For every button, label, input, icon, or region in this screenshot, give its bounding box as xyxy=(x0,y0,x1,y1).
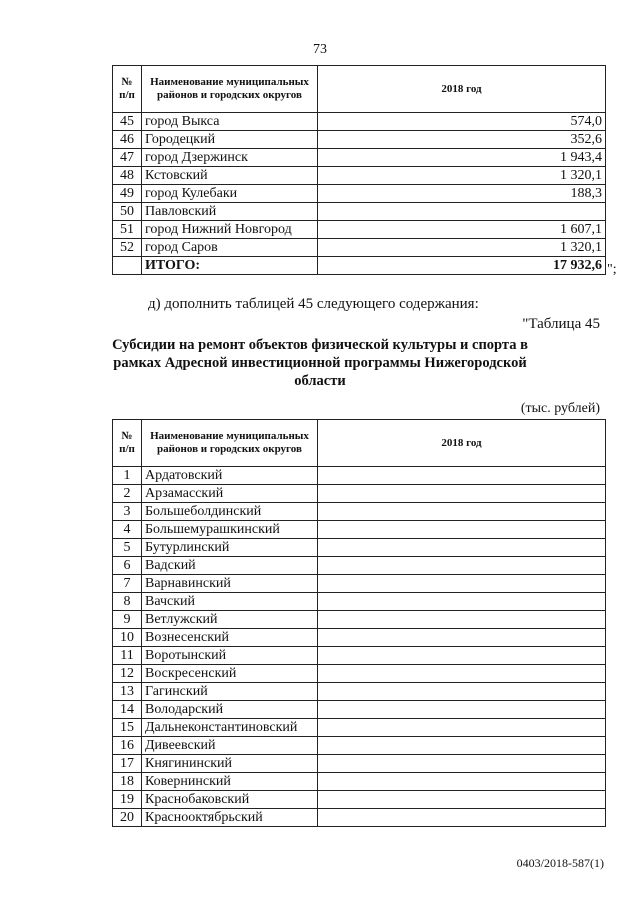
document-code: 0403/2018-587(1) xyxy=(516,856,604,870)
row-municipality: Вадский xyxy=(142,557,318,575)
row-municipality: Гагинский xyxy=(142,683,318,701)
table-row xyxy=(113,791,606,809)
header-municipality: Наименование муниципальных районов и городских округов xyxy=(142,66,318,113)
row-municipality: Ковернинский xyxy=(142,773,318,791)
row-value: 1 607,1 xyxy=(318,221,606,239)
table-row xyxy=(113,467,606,485)
table-row xyxy=(113,557,606,575)
row-number: 11 xyxy=(113,647,142,665)
row-number: 9 xyxy=(113,611,142,629)
row-value xyxy=(318,467,606,485)
page-number: 73 xyxy=(313,42,327,57)
row-value xyxy=(318,611,606,629)
row-number: 1 xyxy=(113,467,142,485)
row-number: 8 xyxy=(113,593,142,611)
row-number: 19 xyxy=(113,791,142,809)
row-number: 6 xyxy=(113,557,142,575)
row-municipality: Кстовский xyxy=(142,167,318,185)
table-row xyxy=(113,113,606,131)
row-municipality: Вознесенский xyxy=(142,629,318,647)
row-number: 48 xyxy=(113,167,142,185)
row-value xyxy=(318,809,606,827)
header-year: 2018 год xyxy=(318,420,606,467)
row-municipality: Вачский xyxy=(142,593,318,611)
row-value xyxy=(318,203,606,221)
row-number: 17 xyxy=(113,755,142,773)
row-number: 13 xyxy=(113,683,142,701)
table-row xyxy=(113,185,606,203)
amendment-paragraph: д) дополнить таблицей 45 следующего содержания: xyxy=(148,296,479,312)
total-number-cell xyxy=(113,257,142,275)
row-number: 20 xyxy=(113,809,142,827)
table-row xyxy=(113,647,606,665)
row-municipality: Дальнеконстантиновский xyxy=(142,719,318,737)
row-number: 14 xyxy=(113,701,142,719)
row-value xyxy=(318,701,606,719)
header-number: № п/п xyxy=(113,420,142,467)
row-municipality: Княгининский xyxy=(142,755,318,773)
table-header-row xyxy=(113,66,606,113)
row-value xyxy=(318,521,606,539)
row-municipality: Ардатовский xyxy=(142,467,318,485)
row-value xyxy=(318,575,606,593)
row-value: 574,0 xyxy=(318,113,606,131)
subsidy-table-continued xyxy=(112,65,606,275)
table-row xyxy=(113,755,606,773)
table-header-row xyxy=(113,420,606,467)
total-label: ИТОГО: xyxy=(142,257,318,275)
table-row xyxy=(113,521,606,539)
row-number: 7 xyxy=(113,575,142,593)
row-municipality: город Саров xyxy=(142,239,318,257)
row-municipality: Большемурашкинский xyxy=(142,521,318,539)
row-value xyxy=(318,791,606,809)
row-number: 3 xyxy=(113,503,142,521)
table-row xyxy=(113,239,606,257)
row-value: 352,6 xyxy=(318,131,606,149)
row-number: 15 xyxy=(113,719,142,737)
table-row xyxy=(113,701,606,719)
row-municipality: Арзамасский xyxy=(142,485,318,503)
row-value: 188,3 xyxy=(318,185,606,203)
table-title: Субсидии на ремонт объектов физической культуры и спорта в рамках Адресной инвестиционной программы Нижегородской области xyxy=(112,337,528,389)
row-municipality: Большеболдинский xyxy=(142,503,318,521)
row-municipality: Краснобаковский xyxy=(142,791,318,809)
row-municipality: город Выкса xyxy=(142,113,318,131)
row-number: 51 xyxy=(113,221,142,239)
row-value xyxy=(318,665,606,683)
row-value: 1 943,4 xyxy=(318,149,606,167)
table-row xyxy=(113,665,606,683)
units-label: (тыс. рублей) xyxy=(520,401,600,416)
row-municipality: Дивеевский xyxy=(142,737,318,755)
row-municipality: город Кулебаки xyxy=(142,185,318,203)
total-value: 17 932,6 xyxy=(318,257,606,275)
header-year: 2018 год xyxy=(318,66,606,113)
row-municipality: Павловский xyxy=(142,203,318,221)
row-municipality: Володарский xyxy=(142,701,318,719)
row-municipality: Городецкий xyxy=(142,131,318,149)
table-row xyxy=(113,485,606,503)
row-number: 4 xyxy=(113,521,142,539)
row-number: 2 xyxy=(113,485,142,503)
row-municipality: город Дзержинск xyxy=(142,149,318,167)
row-value xyxy=(318,773,606,791)
row-number: 5 xyxy=(113,539,142,557)
row-number: 50 xyxy=(113,203,142,221)
row-number: 49 xyxy=(113,185,142,203)
row-number: 47 xyxy=(113,149,142,167)
row-value xyxy=(318,629,606,647)
table-row xyxy=(113,611,606,629)
row-value xyxy=(318,737,606,755)
table-row xyxy=(113,719,606,737)
table-row xyxy=(113,575,606,593)
table-row xyxy=(113,503,606,521)
closing-quote-mark: "; xyxy=(607,262,617,277)
header-number: № п/п xyxy=(113,66,142,113)
table-label: "Таблица 45 xyxy=(522,316,600,332)
table-row xyxy=(113,629,606,647)
row-number: 52 xyxy=(113,239,142,257)
row-number: 46 xyxy=(113,131,142,149)
subsidy-table-45 xyxy=(112,419,606,827)
row-number: 18 xyxy=(113,773,142,791)
row-value xyxy=(318,557,606,575)
table-row xyxy=(113,131,606,149)
row-value xyxy=(318,485,606,503)
table-row xyxy=(113,167,606,185)
table-row xyxy=(113,203,606,221)
table-row xyxy=(113,149,606,167)
row-value xyxy=(318,503,606,521)
row-number: 16 xyxy=(113,737,142,755)
table-row xyxy=(113,809,606,827)
row-municipality: Воротынский xyxy=(142,647,318,665)
row-value xyxy=(318,539,606,557)
table-row xyxy=(113,221,606,239)
row-number: 12 xyxy=(113,665,142,683)
row-number: 10 xyxy=(113,629,142,647)
row-municipality: город Нижний Новгород xyxy=(142,221,318,239)
row-municipality: Варнавинский xyxy=(142,575,318,593)
row-municipality: Ветлужский xyxy=(142,611,318,629)
total-row xyxy=(113,257,606,275)
table-row xyxy=(113,737,606,755)
row-value xyxy=(318,683,606,701)
table-row xyxy=(113,683,606,701)
table-row xyxy=(113,593,606,611)
row-value: 1 320,1 xyxy=(318,239,606,257)
row-number: 45 xyxy=(113,113,142,131)
table-row xyxy=(113,539,606,557)
row-value xyxy=(318,719,606,737)
row-value xyxy=(318,647,606,665)
row-value xyxy=(318,755,606,773)
row-value xyxy=(318,593,606,611)
header-municipality: Наименование муниципальных районов и городских округов xyxy=(142,420,318,467)
row-municipality: Воскресенский xyxy=(142,665,318,683)
row-municipality: Краснооктябрьский xyxy=(142,809,318,827)
row-value: 1 320,1 xyxy=(318,167,606,185)
row-municipality: Бутурлинский xyxy=(142,539,318,557)
table-row xyxy=(113,773,606,791)
